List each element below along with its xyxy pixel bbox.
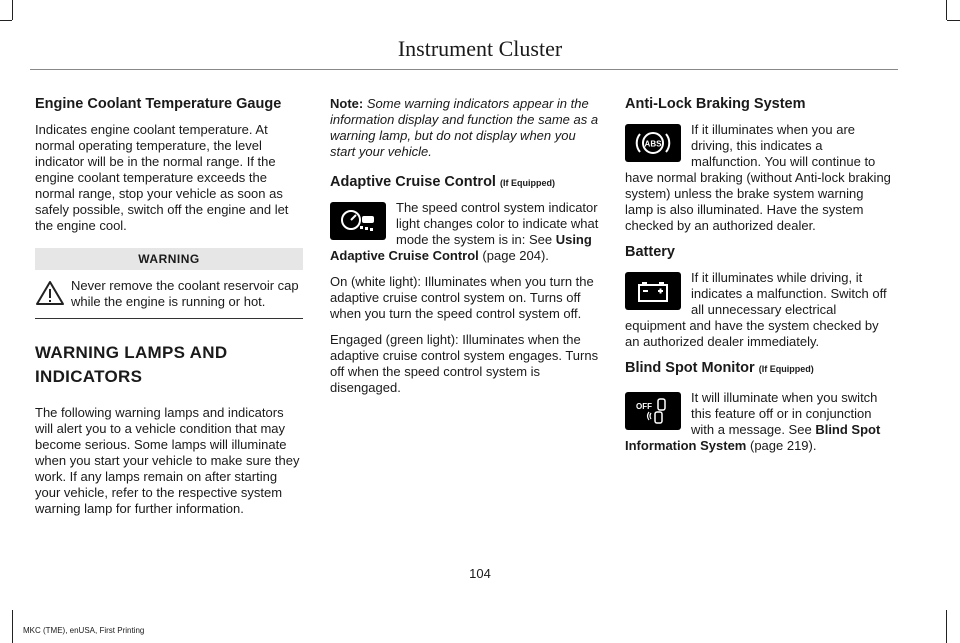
adaptive-cruise-icon [330, 202, 386, 240]
page-number: 104 [469, 566, 491, 581]
column-left [35, 96, 303, 527]
acc-paragraph-2: On (white light): Illuminates when you turn the adaptive cruise control system on. Turns off when you turn the speed control system off. [330, 274, 594, 321]
acc-paragraph-3: Engaged (green light): Illuminates when the adaptive cruise control system engages. Turns off when the speed control system is disengaged. [330, 332, 599, 395]
imprint: MKC (TME), enUSA, First Printing [23, 626, 145, 635]
column-right [625, 96, 895, 464]
coolant-paragraph: Indicates engine coolant temperature. At normal operating temperature, the level indicator will be in the normal range. If the engine coolant temperature exceeds the normal range, stop your vehicle as soon as safely possible, switch off the engine and let the engine cool. [35, 122, 289, 233]
acc-heading [330, 174, 600, 190]
crop-mark [946, 610, 947, 643]
section-heading-line1: WARNING LAMPS AND [35, 343, 228, 362]
abs-icon [625, 124, 681, 162]
column-middle [330, 96, 600, 406]
bsm-equipped-note: (If Equipped) [758, 364, 814, 374]
section-heading-line2: INDICATORS [35, 367, 143, 386]
warning-body [35, 270, 303, 319]
acc-link[interactable]: Using Adaptive Cruise Control [330, 232, 592, 263]
bsm-link[interactable]: Blind Spot Information System [625, 422, 881, 453]
warning-triangle-icon [35, 280, 65, 306]
svg-text:OFF: OFF [636, 402, 652, 411]
note-label: Note: [330, 96, 364, 111]
note-paragraph [330, 96, 600, 160]
warning-box [35, 248, 303, 319]
blind-spot-icon [625, 392, 681, 430]
crop-mark [947, 20, 960, 21]
battery-paragraph: If it illuminates while driving, it indicates a malfunction. Switch off all unnecessary electrical equipment and have the system checked by an authorized dealer immediately. [625, 270, 887, 349]
note-text: Some warning indicators appear in the information display and function the same as a warning lamp, but do not display when you start your vehicle. [330, 96, 599, 159]
bsm-text: It will illuminate when you switch this feature off or in conjunction with a message. See [691, 390, 878, 437]
abs-heading: Anti-Lock Braking System [625, 96, 806, 112]
crop-mark [12, 610, 13, 643]
acc-equipped-note: (If Equipped) [500, 178, 555, 188]
bsm-heading-text: Blind Spot Monitor [625, 360, 755, 376]
coolant-heading: Engine Coolant Temperature Gauge [35, 96, 282, 112]
svg-text:ABS: ABS [644, 139, 662, 149]
abs-paragraph: If it illuminates when you are driving, this indicates a malfunction. You will continue to have normal braking (without Anti-lock braking system) unless the brake system warning lamp is also illuminated. Have the system checked by an authorized dealer. [625, 122, 891, 233]
warning-text: Never remove the coolant reservoir cap while the engine is running or hot. [71, 278, 299, 309]
battery-icon [625, 272, 681, 310]
acc-page-ref: (page 204). [482, 248, 549, 263]
page-title: Instrument Cluster [397, 36, 563, 61]
crop-mark [12, 0, 13, 20]
warning-lamps-paragraph: The following warning lamps and indicators will alert you to a vehicle condition that may become serious. Some lamps will illuminate when you start your vehicle to make sure they work. If any lamps remain on after starting your vehicle, refer to the respective system warning lamp for further information. [35, 405, 300, 516]
acc-text: The speed control system indicator light changes color to indicate what mode the system is in: See [396, 200, 599, 247]
crop-mark [0, 20, 12, 21]
acc-heading-text: Adaptive Cruise Control [330, 174, 496, 190]
battery-heading: Battery [625, 244, 675, 260]
crop-mark [946, 0, 947, 20]
bsm-heading [625, 360, 895, 376]
warning-label: WARNING [35, 248, 303, 270]
header-rule [30, 69, 898, 70]
bsm-page-ref: (page 219). [749, 438, 817, 453]
section-heading [35, 341, 303, 389]
